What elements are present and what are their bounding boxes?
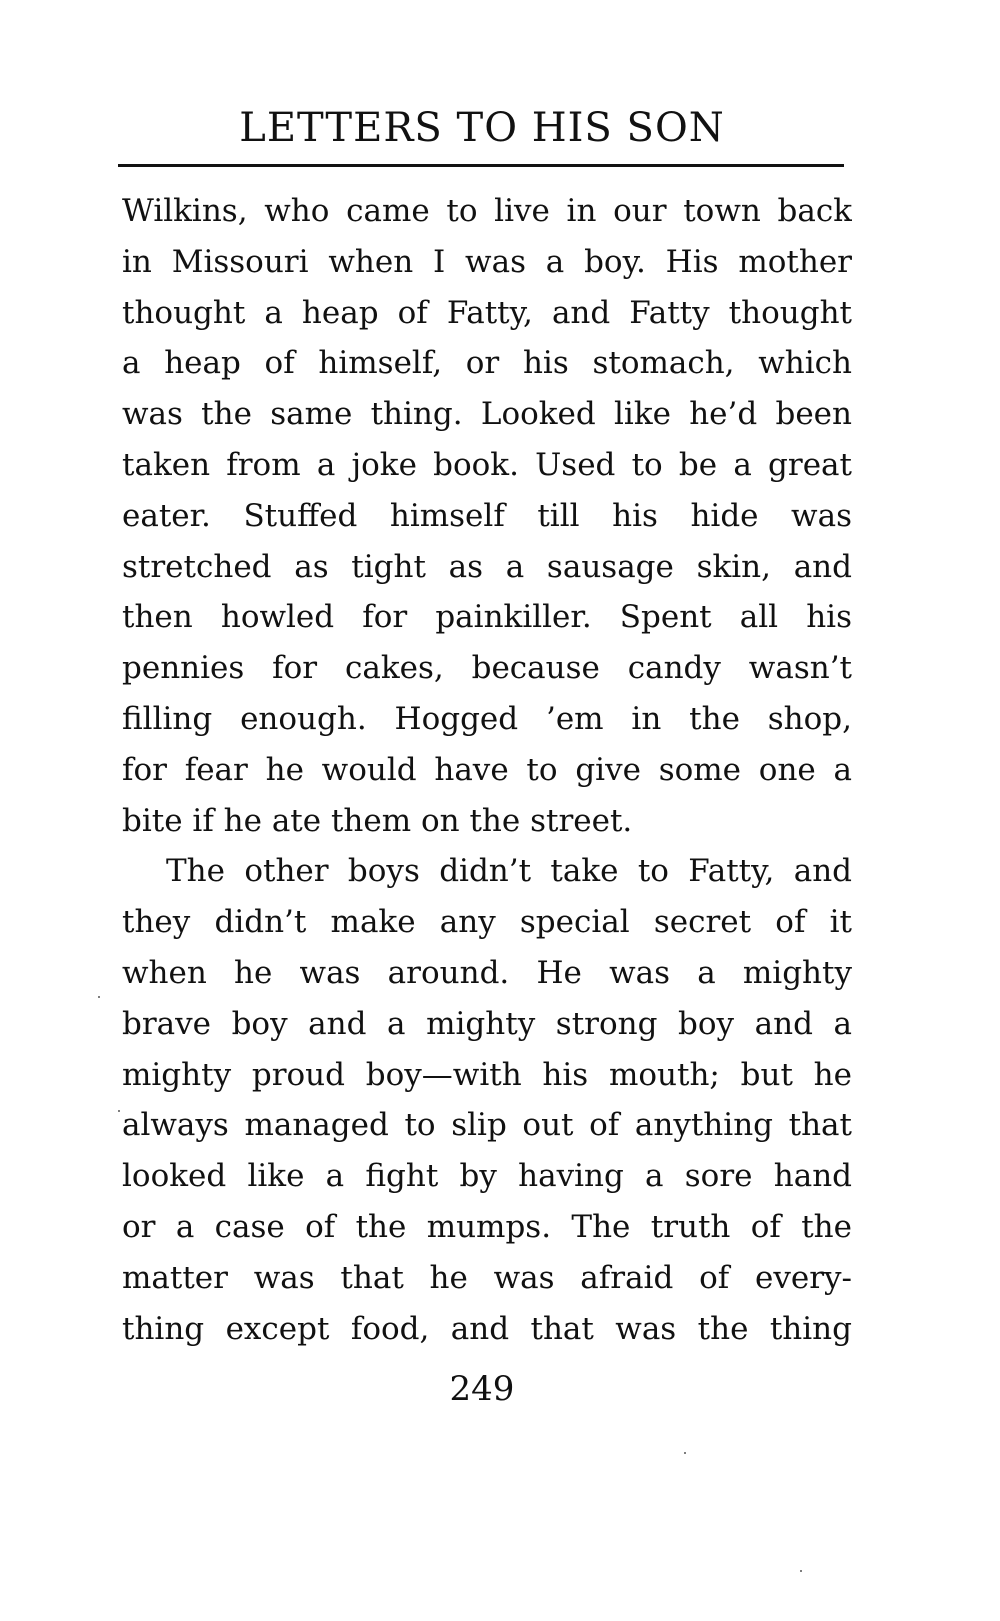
text-line: thought a heap of Fatty, and Fatty thought [122,294,852,331]
text-line: in Missouri when I was a boy. His mother [122,243,852,280]
text-line: looked like a fight by having a sore hand [122,1158,852,1195]
text-line: pennies for cakes, because candy wasn’t [122,650,852,687]
text-line: a heap of himself, or his stomach, which [122,345,852,382]
text-line: they didn’t make any special secret of it [122,904,852,941]
scan-speck [800,1570,802,1572]
text-line: matter was that he was afraid of every- [122,1259,852,1296]
scan-speck [684,1452,686,1454]
text-line: or a case of the mumps. The truth of the [122,1208,852,1245]
scan-speck [118,1110,120,1112]
paragraph-end-line: bite if he ate them on the street. [122,802,633,839]
text-line: was the same thing. Looked like he’d been [122,396,852,433]
body-text [122,186,852,1354]
text-line: taken from a joke book. Used to be a great [122,446,852,483]
text-line: thing except food, and that was the thing [122,1310,852,1347]
text-line: eater. Stuffed himself till his hide was [122,497,852,534]
running-title: LETTERS TO HIS SON [239,105,725,151]
text-line: then howled for painkiller. Spent all his [122,599,852,636]
text-line: Wilkins, who came to live in our town back [122,193,852,229]
text-line: brave boy and a mighty strong boy and a [122,1005,852,1042]
text-line: filling enough. Hogged ’em in the shop, [122,700,852,737]
scan-speck [98,996,100,998]
text-line: always managed to slip out of anything that [122,1107,852,1144]
text-line: stretched as tight as a sausage skin, and [122,548,852,585]
text-line: for fear he would have to give some one a [122,751,852,788]
paragraph-start-line: The other boys didn’t take to Fatty, and [166,853,852,890]
page-number: 249 [449,1369,515,1409]
text-line: mighty proud boy—with his mouth; but he [122,1056,852,1093]
header-rule [118,164,844,167]
text-line: when he was around. He was a mighty [122,954,852,991]
